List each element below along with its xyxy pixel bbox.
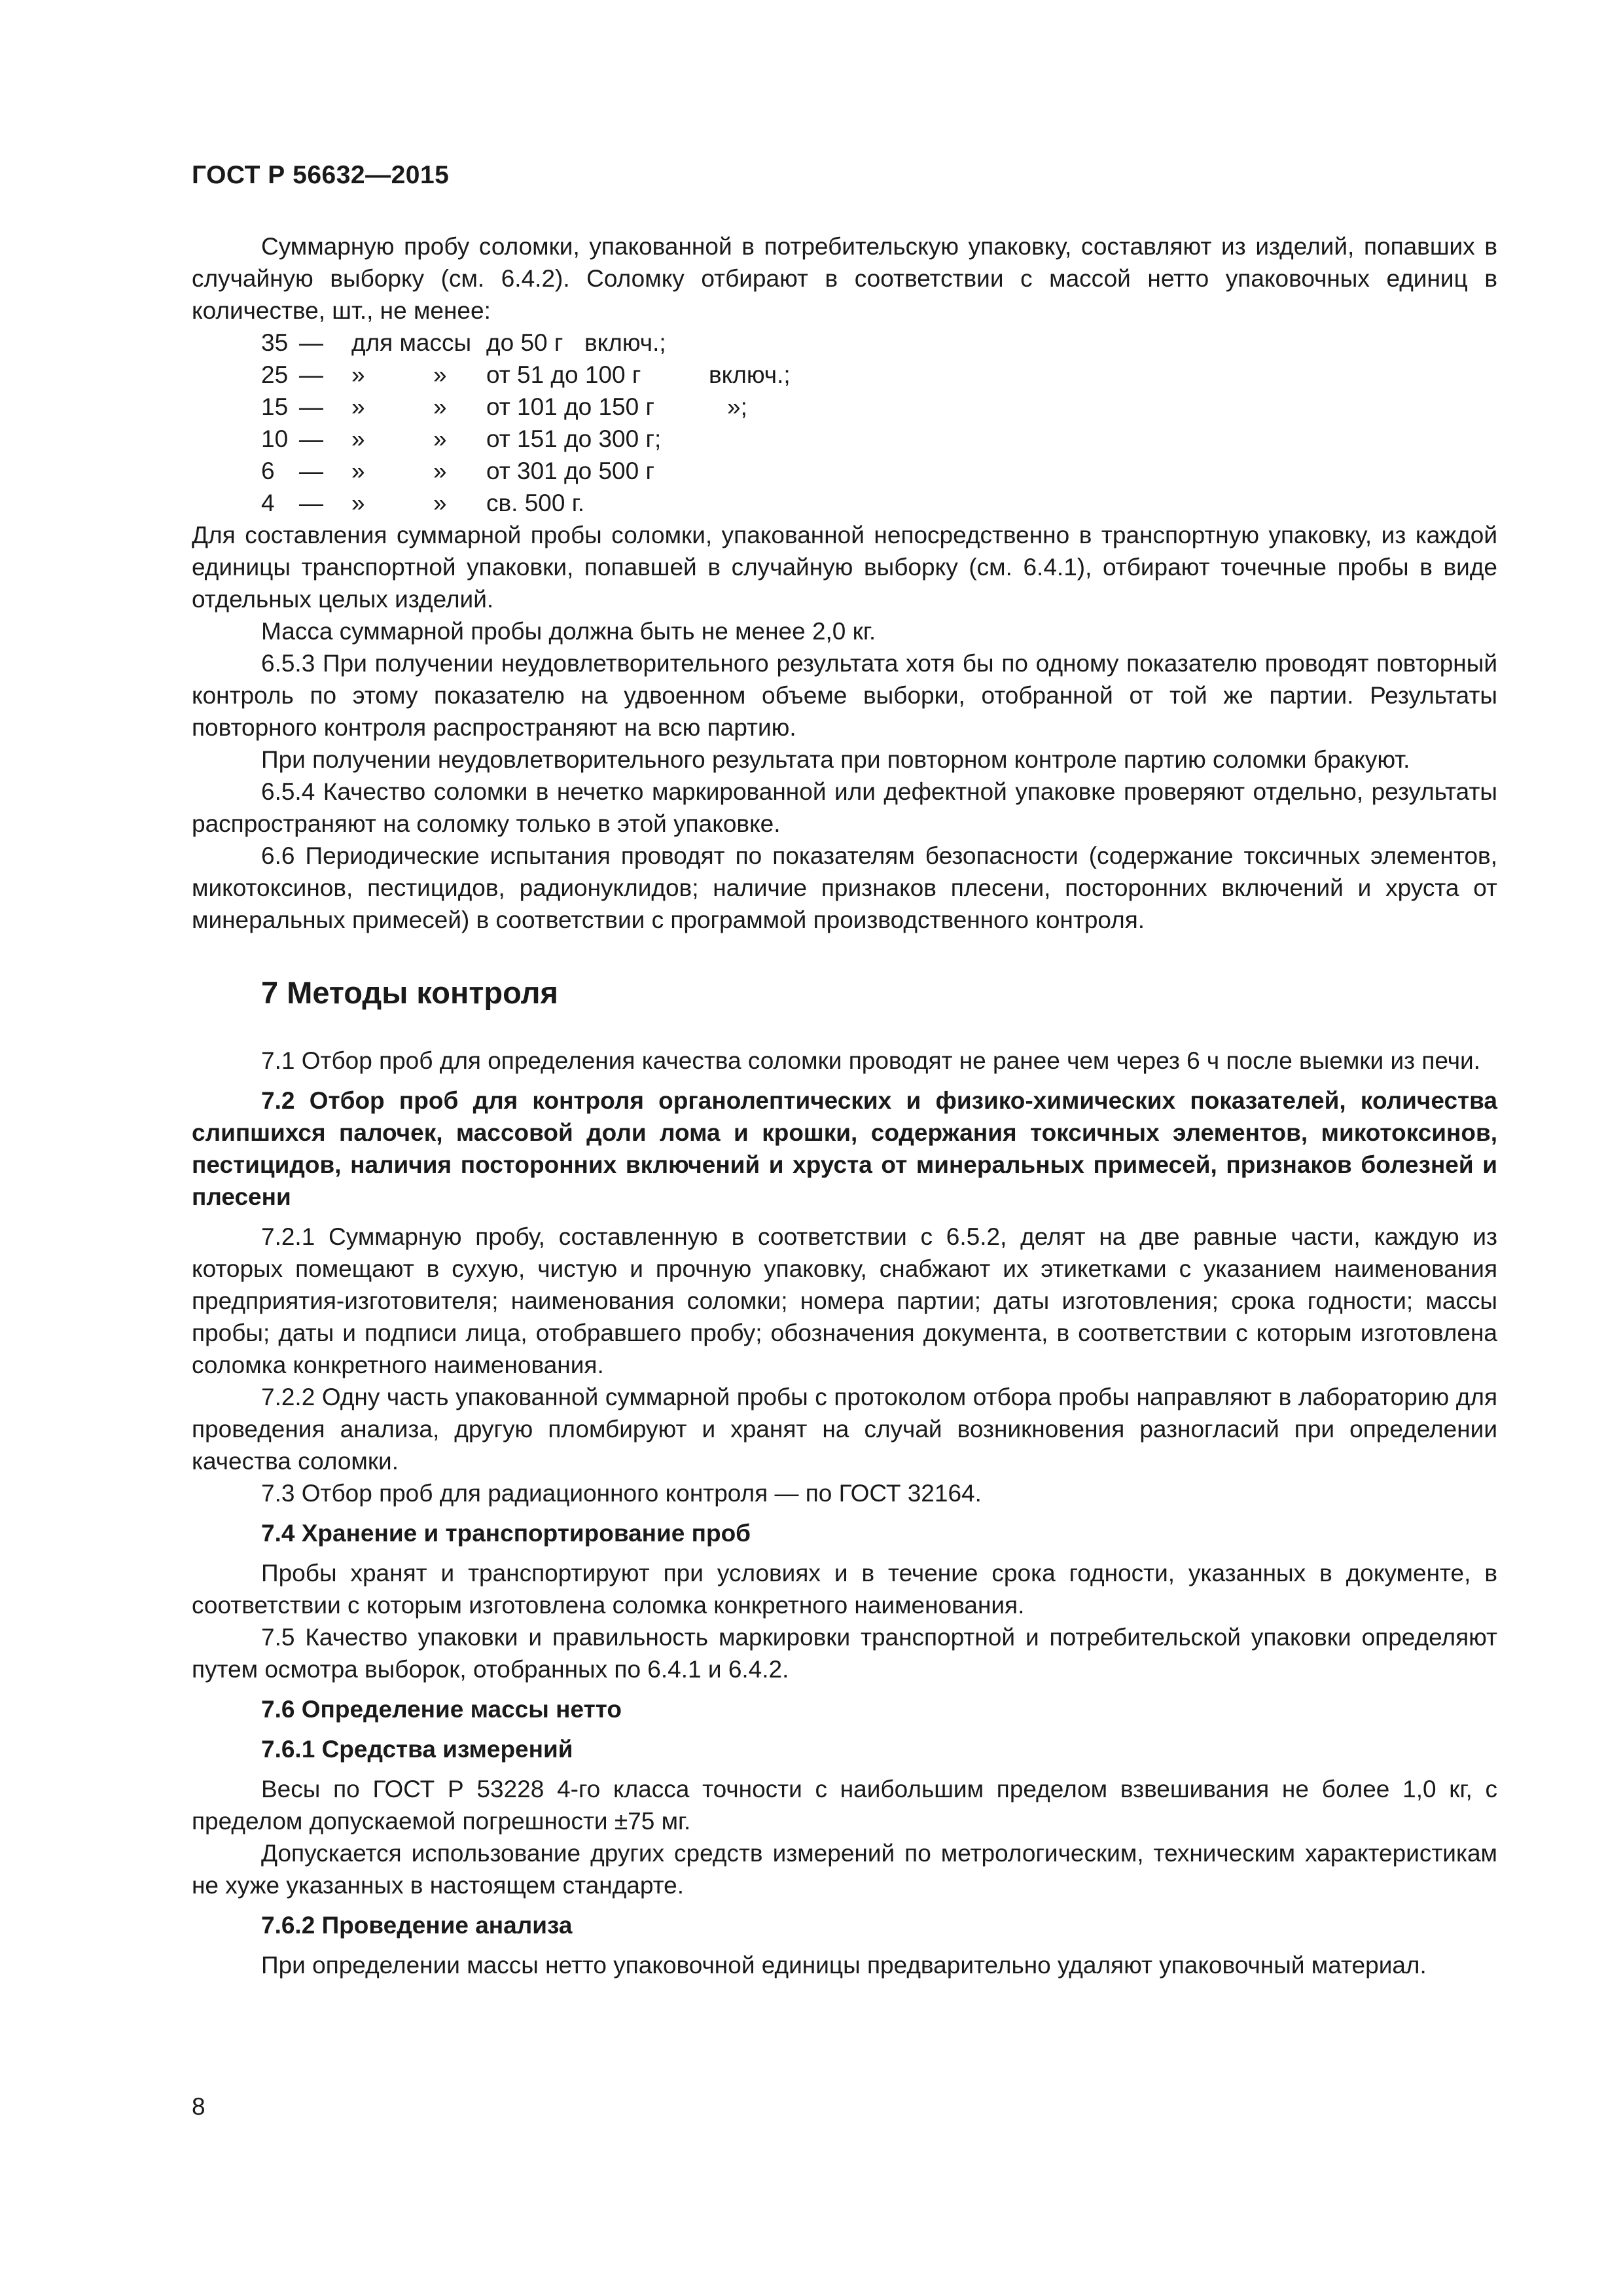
- document-code-header: ГОСТ Р 56632—2015: [192, 161, 450, 189]
- paragraph-6-5-4: 6.5.4 Качество соломки в нечетко маркированной или дефектной упаковке проверяют отдельно, результаты распространяют на соломку только в этой упаковке.: [192, 778, 1497, 837]
- paragraph-7-6-1-scales: Весы по ГОСТ Р 53228 4-го класса точности с наибольшим пределом взвешивания не более 1,0 кг, с пределом допускаемой погрешности ±75 мг.: [192, 1776, 1497, 1835]
- paragraph-sample-mass: Масса суммарной пробы должна быть не менее 2,0 кг.: [261, 618, 876, 645]
- paragraph-7-3: 7.3 Отбор проб для радиационного контроля — по ГОСТ 32164.: [261, 1480, 982, 1507]
- subheading-7-6-1: 7.6.1 Средства измерений: [261, 1736, 573, 1763]
- paragraph-7-6-2: При определении массы нетто упаковочной единицы предварительно удаляют упаковочный материал.: [261, 1952, 1427, 1979]
- subheading-7-2: 7.2 Отбор проб для контроля органолептических и физико-химических показателей, количества слипшихся палочек, массовой доли лома и крошки, содержания токсичных элементов, микотоксинов, пестицидов, наличия посторонних включений и хруста от минеральных примесей, признаков болезней и плесени: [192, 1087, 1497, 1210]
- paragraph-7-5: 7.5 Качество упаковки и правильность маркировки транспортной и потребительской упаковки определяют путем осмотра выборок, отобранных по 6.4.1 и 6.4.2.: [192, 1624, 1497, 1683]
- intro-paragraph: Суммарную пробу соломки, упакованной в потребительскую упаковку, составляют из изделий, попавших в случайную выборку (см. 6.4.2). Соломку отбирают в соответствии с массой нетто упаковочных единиц в количестве, шт., не менее:: [192, 233, 1497, 324]
- subheading-7-6-2: 7.6.2 Проведение анализа: [261, 1912, 573, 1939]
- paragraph-7-2-1: 7.2.1 Суммарную пробу, составленную в соответствии с 6.5.2, делят на две равные части, каждую из которых помещают в сухую, чистую и прочную упаковку, снабжают их этикетками с указанием наименования предприятия-изготовителя; наименования соломки; номера партии; даты изготовления; срока годности; массы пробы; даты и подписи лица, отобравшего пробу; обозначения документа, в соответствии с которым изготовлена соломка конкретного наименования.: [192, 1223, 1497, 1378]
- paragraph-transport-sample: Для составления суммарной пробы соломки, упакованной непосредственно в транспортную упаковку, из каждой единицы транспортной упаковки, попавшей в случайную выборку (см. 6.4.1), отбирают точечные пробы в виде отдельных целых изделий.: [192, 522, 1497, 613]
- paragraph-7-2-2: 7.2.2 Одну часть упакованной суммарной пробы с протоколом отбора пробы направляют в лабораторию для проведения анализа, другую пломбируют и хранят на случай возникновения разногласий при определении качества соломки.: [192, 1384, 1497, 1475]
- document-body: [192, 230, 1497, 1981]
- paragraph-7-6-1-alternatives: Допускается использование других средств измерений по метрологическим, техническим характеристикам не хуже указанных в настоящем стандарте.: [192, 1840, 1497, 1899]
- list-item: 10 — » » от 151 до 300 г;: [261, 425, 662, 452]
- sample-count-list: [261, 327, 1497, 519]
- paragraph-7-1: 7.1 Отбор проб для определения качества соломки проводят не ранее чем через 6 ч после выемки из печи.: [261, 1047, 1480, 1074]
- list-item: 4 — » » св. 500 г.: [261, 490, 584, 516]
- paragraph-6-6: 6.6 Периодические испытания проводят по показателям безопасности (содержание токсичных элементов, микотоксинов, пестицидов, радионуклидов; наличие признаков плесени, посторонних включений и хруста от минеральных примесей) в соответствии с программой производственного контроля.: [192, 842, 1497, 933]
- page-number: 8: [192, 2093, 205, 2120]
- section-title: 7 Методы контроля: [261, 975, 558, 1010]
- list-item: 15 — » » от 101 до 150 г »;: [261, 393, 747, 420]
- list-item: 35 — для массы до 50 г включ.;: [261, 329, 666, 356]
- paragraph-repeat-control: При получении неудовлетворительного результата при повторном контроле партию соломки бракуют.: [261, 746, 1410, 773]
- paragraph-7-4: Пробы хранят и транспортируют при условиях и в течение срока годности, указанных в документе, в соответствии с которым изготовлена соломка конкретного наименования.: [192, 1560, 1497, 1619]
- list-item: 6 — » » от 301 до 500 г: [261, 457, 654, 484]
- subheading-7-6: 7.6 Определение массы нетто: [261, 1696, 622, 1723]
- paragraph-6-5-3: 6.5.3 При получении неудовлетворительного результата хотя бы по одному показателю проводят повторный контроль по этому показателю на удвоенном объеме выборки, отобранной от той же партии. Результаты повторного контроля распространяют на всю партию.: [192, 650, 1497, 741]
- list-item: 25 — » » от 51 до 100 г включ.;: [261, 361, 791, 388]
- subheading-7-4: 7.4 Хранение и транспортирование проб: [261, 1520, 751, 1547]
